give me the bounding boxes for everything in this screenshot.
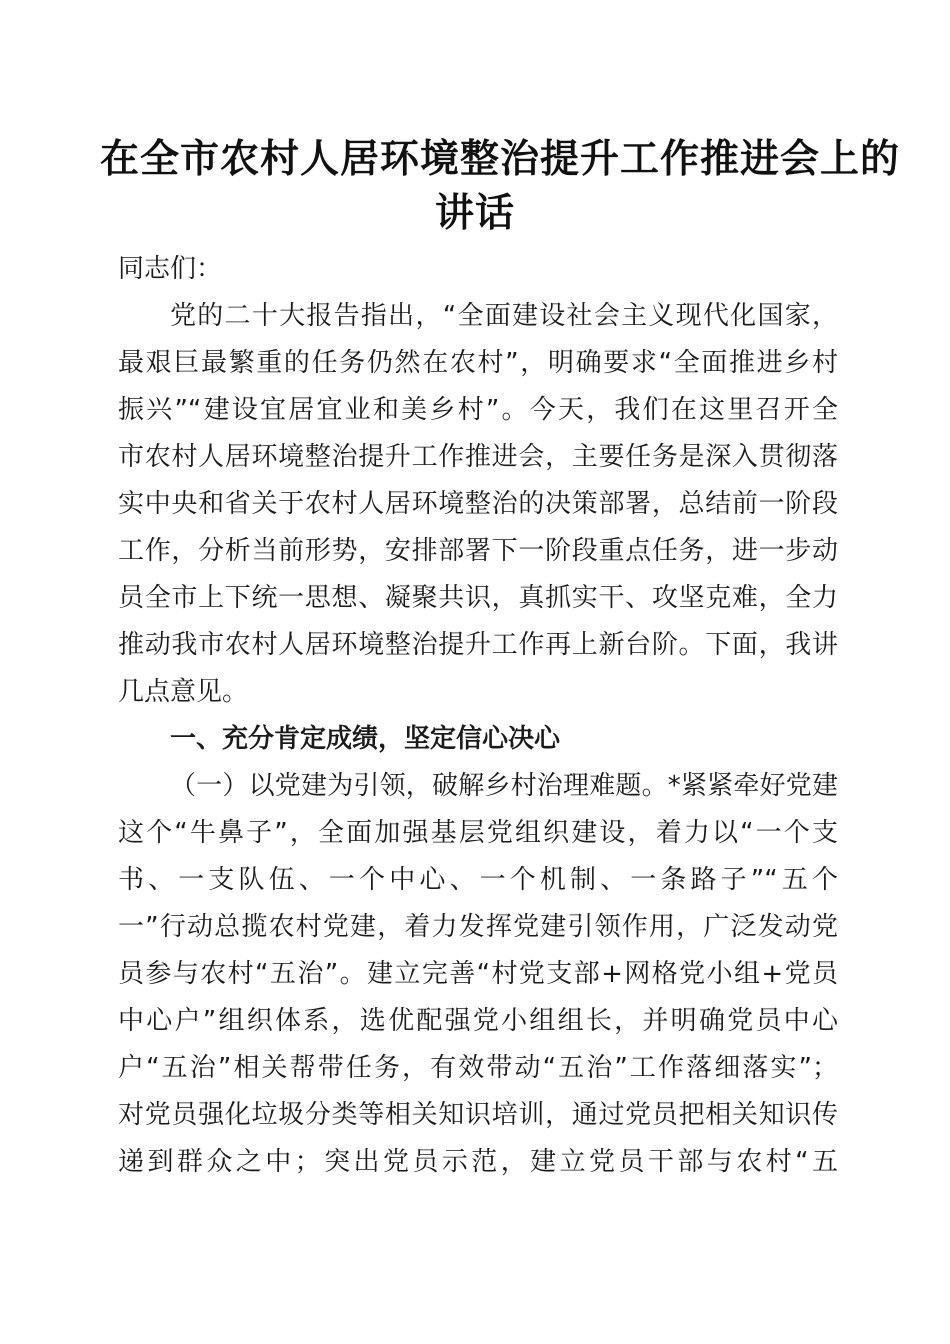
paragraph-line: 书、一支队伍、一个中心、一个机制、一条路子”“五个: [118, 865, 838, 895]
paragraph-line: 党的二十大报告指出，“全面建设社会主义现代化国家，: [170, 301, 838, 331]
title-line: 在全市农村人居环境整治提升工作推进会上的: [100, 136, 901, 182]
paragraph-line: 对党员强化垃圾分类等相关知识培训，通过党员把相关知识传: [118, 1100, 838, 1130]
salutation: 同志们：: [118, 254, 223, 284]
paragraph-line: 员全市上下统一思想、凝聚共识，真抓实干、攻坚克难，全力: [118, 583, 838, 613]
paragraph-line: 推动我市农村人居环境整治提升工作再上新台阶。下面，我讲: [118, 630, 838, 660]
paragraph-line: 最艰巨最繁重的任务仍然在农村”，明确要求“全面推进乡村: [118, 348, 838, 378]
paragraph-line: 户“五治”相关帮带任务，有效带动“五治”工作落细落实”；: [118, 1053, 838, 1083]
section-heading: 一、充分肯定成绩，坚定信心决心: [170, 724, 561, 754]
paragraph-line: 市农村人居环境整治提升工作推进会，主要任务是深入贯彻落: [118, 442, 838, 472]
paragraph-line: 实中央和省关于农村人居环境整治的决策部署，总结前一阶段: [118, 489, 838, 519]
paragraph-line: 中心户”组织体系，选优配强党小组组长，并明确党员中心: [118, 1006, 838, 1036]
subsection-paragraph: [118, 763, 838, 1186]
paragraph-line: 员参与农村“五治”。建立完善“村党支部+网格党小组+党员: [118, 959, 838, 989]
paragraph-line: 一”行动总揽农村党建，着力发挥党建引领作用，广泛发动党: [118, 912, 838, 942]
paragraph-line: 振兴”“建设宜居宜业和美乡村”。今天，我们在这里召开全: [118, 395, 838, 425]
paragraph-line: （一）以党建为引领，破解乡村治理难题。*紧紧牵好党建: [170, 771, 838, 801]
document-title: [100, 132, 901, 240]
paragraph-line: 递到群众之中；突出党员示范，建立党员干部与农村“五: [118, 1147, 838, 1177]
paragraph-line: 工作，分析当前形势，安排部署下一阶段重点任务，进一步动: [118, 536, 838, 566]
paragraph-line: 这个“牛鼻子”，全面加强基层党组织建设，着力以“一个支: [118, 818, 838, 848]
document-body: [118, 246, 838, 1186]
intro-paragraph: [118, 293, 838, 716]
title-line: 讲话: [434, 190, 515, 236]
paragraph-line: 几点意见。: [118, 677, 249, 707]
